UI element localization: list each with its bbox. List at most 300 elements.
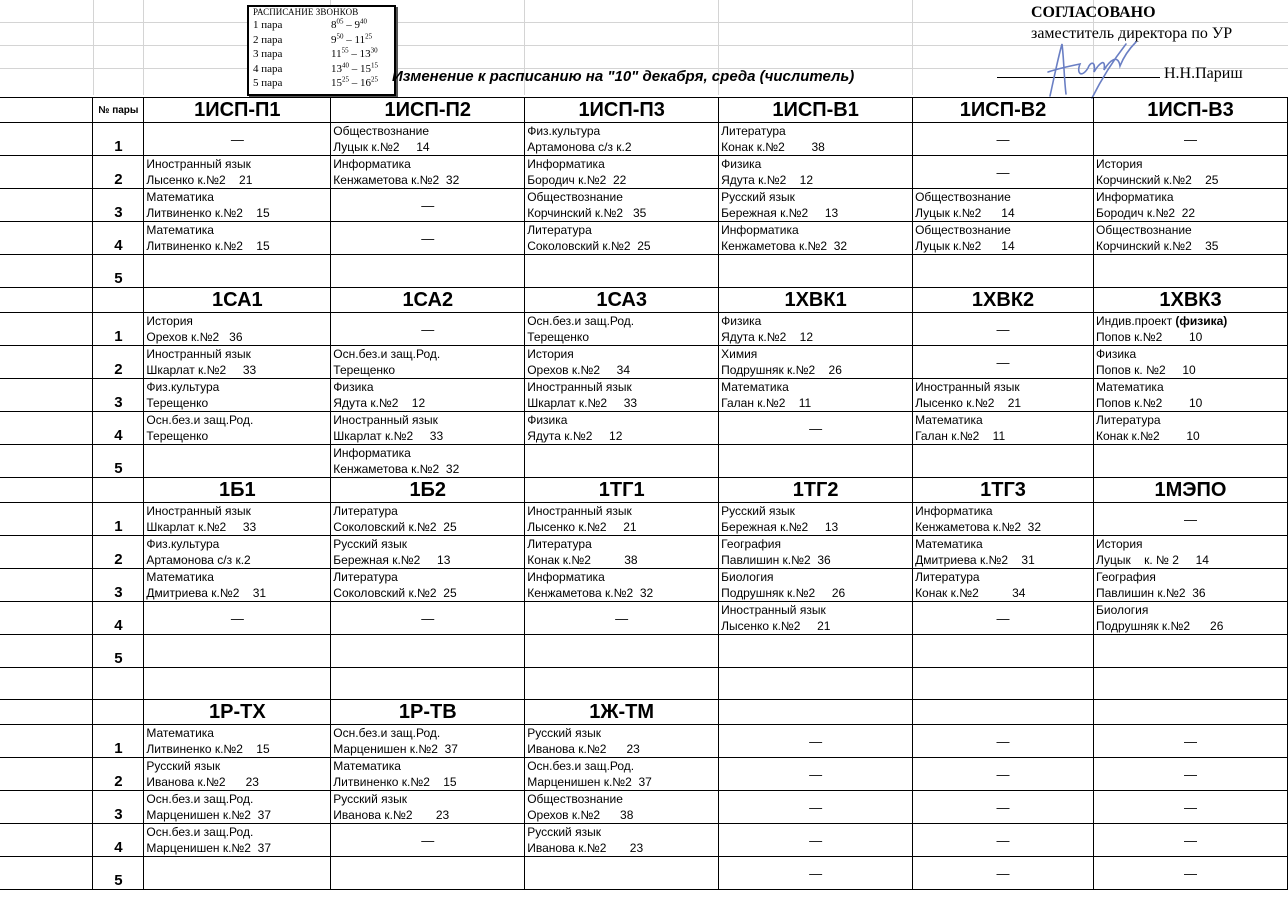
teacher-room: Подрушняк к.№2 26 [721, 363, 842, 377]
no-lesson-dash: — [913, 758, 1094, 791]
no-lesson-dash: — [719, 758, 913, 791]
lesson-cell [719, 536, 913, 569]
subject-name: Химия [721, 347, 758, 361]
subject-name: Физика [1096, 347, 1137, 361]
subject-name: Математика [146, 223, 214, 237]
bell-row [249, 18, 394, 33]
no-lesson-dash: — [719, 857, 913, 890]
empty-cell [93, 478, 144, 503]
lesson-cell [719, 503, 913, 536]
approval-name: Н.Н.Париш [1164, 65, 1243, 82]
subject-name: Иностранный язык [527, 380, 632, 394]
teacher-room: Ядута к.№2 12 [333, 396, 426, 410]
group-header-row [0, 288, 1288, 313]
subject-name: Информатика [527, 570, 605, 584]
subject-name: География [1096, 570, 1156, 584]
empty-cell [0, 602, 93, 635]
no-lesson-dash: — [1094, 123, 1288, 156]
teacher-room: Соколовский к.№2 25 [527, 239, 651, 253]
lesson-cell [913, 189, 1094, 222]
empty-lesson-cell [144, 857, 331, 890]
lesson-cell [144, 503, 331, 536]
empty-cell [0, 156, 93, 189]
lesson-cell [331, 536, 525, 569]
lesson-cell [144, 189, 331, 222]
no-lesson-dash: — [913, 791, 1094, 824]
subject-name: Иностранный язык [146, 157, 251, 171]
teacher-room: Литвиненко к.№2 15 [333, 775, 457, 789]
no-lesson-dash: — [1094, 824, 1288, 857]
empty-lesson-cell [1094, 445, 1288, 478]
subject-name: Иностранный язык [146, 347, 251, 361]
lesson-cell [719, 123, 913, 156]
empty-lesson-cell [719, 445, 913, 478]
teacher-room: Кенжаметова к.№2 32 [333, 173, 460, 187]
bell-row [249, 76, 394, 91]
teacher-room: Дмитриева к.№2 31 [915, 553, 1035, 567]
lesson-cell [719, 569, 913, 602]
subject-name: Русский язык [527, 726, 601, 740]
lesson-cell [144, 758, 331, 791]
lesson-row [0, 791, 1288, 824]
pair-number: 3 [93, 189, 144, 222]
subject-name: Иностранный язык [146, 504, 251, 518]
subject-name: Биология [1096, 603, 1149, 617]
subject-name: Обществознание [333, 124, 429, 138]
subject-name: Литература [527, 223, 592, 237]
lesson-row [0, 346, 1288, 379]
lesson-cell [331, 569, 525, 602]
empty-lesson-cell [331, 255, 525, 288]
group-name: 1ХВК3 [1094, 288, 1288, 313]
lesson-cell [331, 503, 525, 536]
empty-cell [0, 857, 93, 890]
lesson-cell [1094, 222, 1288, 255]
lesson-row [0, 725, 1288, 758]
lesson-cell [525, 758, 719, 791]
lesson-row [0, 445, 1288, 478]
signature-image [1040, 38, 1150, 100]
empty-cell [0, 379, 93, 412]
empty-lesson-cell [525, 635, 719, 668]
teacher-room: Галан к.№2 11 [915, 429, 1006, 443]
lesson-cell [144, 313, 331, 346]
lesson-cell [913, 503, 1094, 536]
empty-cell [144, 668, 331, 700]
subject-name: Математика [1096, 380, 1164, 394]
pair-number: 1 [93, 313, 144, 346]
subject-name: Биология [721, 570, 774, 584]
teacher-room: Лысенко к.№2 21 [146, 173, 253, 187]
no-lesson-dash: — [331, 824, 525, 857]
subject-name: Русский язык [333, 537, 408, 551]
empty-lesson-cell [1094, 635, 1288, 668]
no-lesson-dash: — [331, 313, 525, 346]
empty-lesson-cell [719, 635, 913, 668]
teacher-room: Лысенко к.№2 21 [721, 619, 831, 633]
teacher-room: Марценишен к.№2 37 [146, 808, 271, 822]
group-name: 1МЭПО [1094, 478, 1288, 503]
group-name: 1Б1 [144, 478, 331, 503]
group-header-row [0, 98, 1288, 123]
no-lesson-dash: — [525, 602, 719, 635]
group-header-row [0, 700, 1288, 725]
subject-name: Физика [721, 157, 762, 171]
lesson-row [0, 857, 1288, 890]
no-lesson-dash: — [913, 857, 1094, 890]
teacher-room: Литвиненко к.№2 15 [146, 742, 270, 756]
subject-name: Осн.без.и защ.Род. [146, 825, 254, 839]
teacher-room: Шкарлат к.№2 33 [146, 363, 257, 377]
empty-cell [0, 255, 93, 288]
empty-cell [0, 635, 93, 668]
subject-name: Индив.проект (физика) [1096, 314, 1228, 328]
lesson-cell [525, 379, 719, 412]
empty-cell [0, 824, 93, 857]
empty-cell [0, 346, 93, 379]
lesson-cell [144, 346, 331, 379]
pair-number: 5 [93, 445, 144, 478]
teacher-room: Лысенко к.№2 21 [915, 396, 1022, 410]
teacher-room: Иванова к.№2 23 [527, 742, 640, 756]
teacher-room: Марценишен к.№2 37 [333, 742, 458, 756]
empty-lesson-cell [331, 857, 525, 890]
lesson-row [0, 255, 1288, 288]
group-name: 1СА3 [525, 288, 719, 313]
group-name: 1Ж-ТМ [525, 700, 719, 725]
teacher-room: Бородич к.№2 22 [1096, 206, 1196, 220]
teacher-room: Галан к.№2 11 [721, 396, 812, 410]
subject-name: Физика [333, 380, 374, 394]
subject-name: Русский язык [721, 190, 795, 204]
no-lesson-dash: — [144, 602, 331, 635]
subject-name: Математика [146, 190, 214, 204]
lesson-cell [1094, 412, 1288, 445]
empty-cell [331, 668, 525, 700]
empty-cell [0, 725, 93, 758]
empty-cell [0, 288, 93, 313]
group-name: 1ТГ2 [719, 478, 913, 503]
teacher-room: Бережная к.№2 13 [333, 553, 451, 567]
teacher-room: Попов к. №2 10 [1096, 363, 1196, 377]
subject-name: Математика [915, 413, 983, 427]
teacher-room: Орехов к.№2 36 [146, 330, 243, 344]
bell-pair-label: 2 пара [253, 33, 283, 46]
teacher-room: Терещенко [527, 330, 589, 344]
no-lesson-dash: — [331, 189, 525, 222]
pair-number: 5 [93, 635, 144, 668]
empty-lesson-cell [144, 255, 331, 288]
page-title: Изменение к расписанию на "10" декабря, среда (числитель) [392, 68, 855, 85]
teacher-room: Ядута к.№2 12 [721, 173, 813, 187]
lesson-cell [144, 412, 331, 445]
no-lesson-dash: — [719, 412, 913, 445]
lesson-cell [331, 445, 525, 478]
empty-cell [0, 189, 93, 222]
bell-pair-label: 5 пара [253, 77, 283, 90]
pair-number: 4 [93, 412, 144, 445]
teacher-room: Корчинский к.№2 35 [1096, 239, 1219, 253]
lesson-cell [913, 222, 1094, 255]
lesson-row [0, 536, 1288, 569]
lesson-cell [525, 346, 719, 379]
group-name: 1ХВК1 [719, 288, 913, 313]
subject-name: Информатика [527, 157, 605, 171]
subject-name: Информатика [1096, 190, 1174, 204]
subject-name: Литература [333, 504, 398, 518]
bell-pair-label: 3 пара [253, 48, 283, 61]
subject-name: Иностранный язык [527, 504, 632, 518]
subject-name: Обществознание [527, 190, 623, 204]
subject-name: Физ.культура [527, 124, 601, 138]
empty-cell [0, 123, 93, 156]
no-lesson-dash: — [913, 725, 1094, 758]
teacher-room: Иванова к.№2 23 [527, 841, 644, 855]
subject-name: История [1096, 537, 1143, 551]
lesson-cell [1094, 569, 1288, 602]
empty-cell [0, 668, 93, 700]
empty-cell [0, 445, 93, 478]
teacher-room: Терещенко [333, 363, 396, 377]
empty-cell [0, 700, 93, 725]
teacher-room: Иванова к.№2 23 [146, 775, 259, 789]
lesson-cell [1094, 536, 1288, 569]
no-lesson-dash: — [719, 725, 913, 758]
lesson-cell [144, 725, 331, 758]
lesson-cell [525, 222, 719, 255]
lesson-cell [1094, 602, 1288, 635]
subject-name: Физ.культура [146, 380, 220, 394]
subject-name: Русский язык [721, 504, 795, 518]
subject-name: Литература [915, 570, 980, 584]
lesson-cell [525, 156, 719, 189]
group-name: 1ТГ1 [525, 478, 719, 503]
teacher-room: Подрушняк к.№2 26 [1096, 619, 1224, 633]
teacher-room: Кенжаметова к.№2 32 [915, 520, 1042, 534]
subject-name: Физика [527, 413, 568, 427]
teacher-room: Павлишин к.№2 36 [721, 553, 831, 567]
bell-schedule-rows [249, 18, 394, 91]
lesson-cell [913, 379, 1094, 412]
lesson-cell [1094, 156, 1288, 189]
subject-name: Литература [333, 570, 398, 584]
bell-time: $15^{25} - 16^{25}$ [331, 75, 378, 90]
lesson-cell [1094, 189, 1288, 222]
empty-lesson-cell [525, 857, 719, 890]
empty-lesson-cell [144, 635, 331, 668]
lesson-cell [1094, 346, 1288, 379]
teacher-room: Попов к.№2 10 [1096, 330, 1203, 344]
group-name: 1Б2 [331, 478, 525, 503]
empty-cell [0, 758, 93, 791]
subject-name: Обществознание [527, 792, 623, 806]
subject-name: Информатика [333, 446, 411, 460]
lesson-cell [525, 412, 719, 445]
subject-name: География [721, 537, 781, 551]
teacher-room: Бородич к.№2 22 [527, 173, 627, 187]
lesson-row [0, 379, 1288, 412]
lesson-cell [331, 379, 525, 412]
teacher-room: Соколовский к.№2 25 [333, 586, 457, 600]
empty-lesson-cell [913, 635, 1094, 668]
approval-role: заместитель директора по УР [1031, 25, 1233, 42]
teacher-room: Корчинский к.№2 25 [1096, 173, 1219, 187]
lesson-cell [525, 313, 719, 346]
empty-lesson-cell [913, 445, 1094, 478]
no-lesson-dash: — [1094, 725, 1288, 758]
no-lesson-dash: — [1094, 503, 1288, 536]
teacher-room: Подрушняк к.№2 26 [721, 586, 846, 600]
bell-schedule-box [247, 5, 396, 96]
bell-row [249, 62, 394, 77]
group-name: 1ТГ3 [913, 478, 1094, 503]
approval-heading: СОГЛАСОВАНО [1031, 4, 1156, 21]
lesson-cell [525, 536, 719, 569]
empty-cell [0, 503, 93, 536]
lesson-cell [913, 536, 1094, 569]
empty-cell [0, 536, 93, 569]
pair-number-header: № пары [93, 98, 144, 123]
empty-cell [0, 569, 93, 602]
empty-lesson-cell [525, 445, 719, 478]
no-lesson-dash: — [913, 346, 1094, 379]
empty-cell [0, 791, 93, 824]
no-lesson-dash: — [913, 123, 1094, 156]
teacher-room: Конак к.№2 10 [1096, 429, 1200, 443]
empty-lesson-cell [913, 255, 1094, 288]
group-name: 1ХВК2 [913, 288, 1094, 313]
subject-name: Литература [1096, 413, 1161, 427]
lesson-cell [144, 222, 331, 255]
lesson-row [0, 569, 1288, 602]
lesson-cell [719, 313, 913, 346]
lesson-cell [1094, 313, 1288, 346]
subject-name: История [527, 347, 574, 361]
pair-number: 4 [93, 602, 144, 635]
group-name: 1Р-ТХ [144, 700, 331, 725]
empty-cell [0, 412, 93, 445]
teacher-room: Луцык к.№2 14 [333, 140, 430, 154]
teacher-room: Ядута к.№2 12 [527, 429, 623, 443]
subject-name: Математика [721, 380, 789, 394]
no-lesson-dash: — [331, 222, 525, 255]
bell-row [249, 33, 394, 48]
pair-number: 4 [93, 824, 144, 857]
empty-cell [1094, 668, 1288, 700]
teacher-room: Марценишен к.№2 37 [527, 775, 652, 789]
bell-pair-label: 4 пара [253, 62, 283, 75]
no-lesson-dash: — [1094, 857, 1288, 890]
empty-cell [93, 700, 144, 725]
teacher-room: Иванова к.№2 23 [333, 808, 450, 822]
lesson-cell [331, 725, 525, 758]
lesson-row [0, 156, 1288, 189]
pair-number: 1 [93, 123, 144, 156]
lesson-cell [1094, 379, 1288, 412]
subject-name: Литература [721, 124, 786, 138]
teacher-room: Артамонова с/з к.2 [146, 553, 251, 567]
bell-time: $9^{50} - 11^{25}$ [331, 31, 373, 46]
teacher-room: Конак к.№2 38 [527, 553, 638, 567]
empty-cell [719, 668, 913, 700]
lesson-row [0, 123, 1288, 156]
lesson-cell [913, 412, 1094, 445]
empty-cell [525, 668, 719, 700]
teacher-room: Орехов к.№2 34 [527, 363, 631, 377]
subject-name: Информатика [333, 157, 411, 171]
group-name: 1ИСП-В1 [719, 98, 913, 123]
lesson-cell [525, 824, 719, 857]
lesson-cell [144, 156, 331, 189]
lesson-cell [525, 569, 719, 602]
empty-cell [0, 478, 93, 503]
subject-name: Информатика [721, 223, 799, 237]
subject-name: Математика [146, 570, 214, 584]
teacher-room: Соколовский к.№2 25 [333, 520, 457, 534]
lesson-row [0, 503, 1288, 536]
teacher-room: Лысенко к.№2 21 [527, 520, 637, 534]
teacher-room: Литвиненко к.№2 15 [146, 206, 270, 220]
lesson-cell [144, 536, 331, 569]
subject-name: Физ.культура [146, 537, 220, 551]
bell-time: $8^{05} - 9^{40}$ [331, 17, 367, 31]
lesson-cell [913, 569, 1094, 602]
lesson-row [0, 602, 1288, 635]
lesson-cell [719, 156, 913, 189]
empty-cell [93, 668, 144, 700]
lesson-cell [719, 379, 913, 412]
pair-number: 5 [93, 857, 144, 890]
no-lesson-dash: — [913, 602, 1094, 635]
empty-cell [0, 222, 93, 255]
lesson-row [0, 313, 1288, 346]
no-lesson-dash: — [331, 602, 525, 635]
teacher-room: Бережная к.№2 13 [721, 206, 839, 220]
no-lesson-dash: — [719, 824, 913, 857]
group-name: 1ИСП-В3 [1094, 98, 1288, 123]
teacher-room: Конак к.№2 38 [721, 140, 825, 154]
teacher-room: Попов к.№2 10 [1096, 396, 1203, 410]
subject-name: Осн.без.и защ.Род. [527, 759, 635, 773]
lesson-cell [144, 569, 331, 602]
empty-cell [913, 668, 1094, 700]
bell-schedule-title: РАСПИСАНИЕ ЗВОНКОВ [253, 7, 359, 17]
lesson-cell [144, 379, 331, 412]
subject-name: История [1096, 157, 1143, 171]
subject-name: Физика [721, 314, 762, 328]
lesson-cell [331, 791, 525, 824]
empty-lesson-cell [719, 255, 913, 288]
empty-cell [0, 313, 93, 346]
group-name: 1ИСП-П3 [525, 98, 719, 123]
teacher-room: Орехов к.№2 38 [527, 808, 634, 822]
lesson-cell [144, 791, 331, 824]
subject-name: История [146, 314, 193, 328]
teacher-room: Павлишин к.№2 36 [1096, 586, 1206, 600]
teacher-room: Луцык к.№2 14 [915, 206, 1015, 220]
no-lesson-dash: — [913, 824, 1094, 857]
group-name: 1ИСП-П1 [144, 98, 331, 123]
subject-name: Осн.без.и защ.Род. [527, 314, 635, 328]
empty-lesson-cell [144, 445, 331, 478]
group-name: 1ИСП-П2 [331, 98, 525, 123]
lesson-row [0, 824, 1288, 857]
spacer-row [0, 668, 1288, 700]
lesson-cell [525, 123, 719, 156]
teacher-room: Литвиненко к.№2 15 [146, 239, 270, 253]
teacher-room: Кенжаметова к.№2 32 [527, 586, 654, 600]
lesson-cell [331, 346, 525, 379]
